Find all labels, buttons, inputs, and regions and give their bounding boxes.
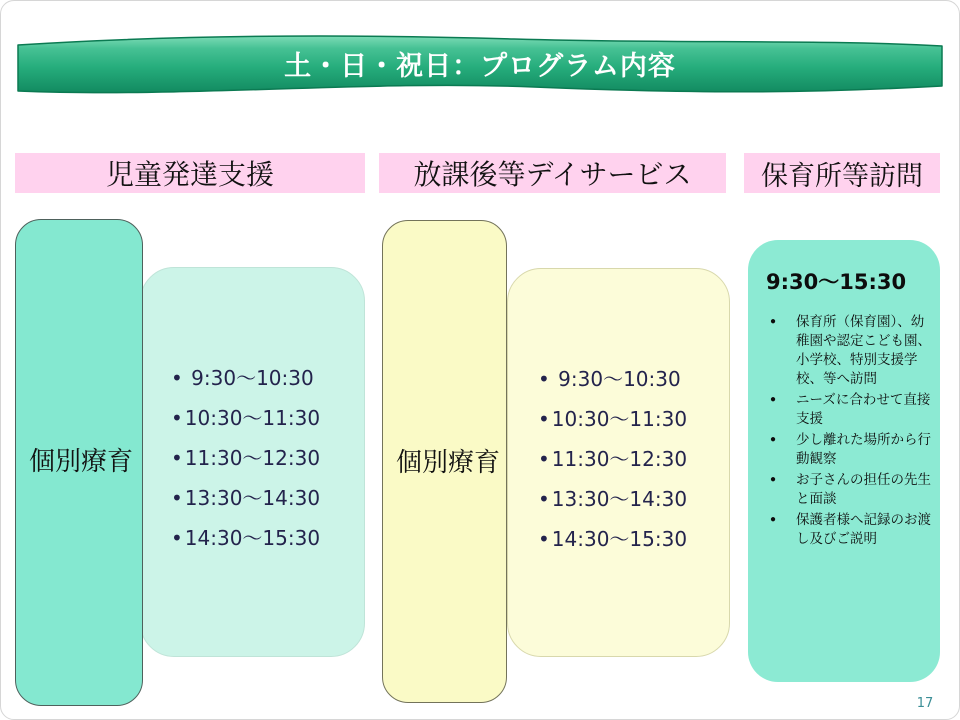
jidou-times-card <box>140 267 365 657</box>
page-number: 17 <box>916 696 934 711</box>
section-header-houkago: 放課後等デイサービス <box>379 153 726 193</box>
jidou-label-card <box>15 219 143 706</box>
time-slot: • 11:30～12:30 <box>171 438 358 478</box>
time-slot: • 9:30～10:30 <box>171 358 358 398</box>
visit-activity-item: ● 保護者様へ記録のお渡し及びご説明 <box>748 510 932 548</box>
visit-hours-heading: 9:30～15:30 <box>766 270 907 294</box>
jidou-times-list <box>171 358 358 558</box>
houkago-times-list <box>538 359 723 559</box>
visit-activity-item: ● ニーズに合わせて直接支援 <box>748 390 932 428</box>
time-slot: • 10:30～11:30 <box>538 399 723 439</box>
time-slot: • 14:30～15:30 <box>171 518 358 558</box>
section-header-hoikusho: 保育所等訪問 <box>744 153 940 193</box>
time-slot: • 11:30～12:30 <box>538 439 723 479</box>
houkago-label: 個別療育 <box>396 447 501 477</box>
time-slot: • 10:30～11:30 <box>171 398 358 438</box>
time-slot: • 14:30～15:30 <box>538 519 723 559</box>
time-slot: • 13:30～14:30 <box>171 478 358 518</box>
time-slot: • 13:30～14:30 <box>538 479 723 519</box>
visit-activity-list <box>748 312 932 550</box>
visit-activity-item: ● 保育所（保育園）、幼稚園や認定こども園、小学校、特別支援学校、等へ訪問 <box>748 312 932 388</box>
hoikusho-card <box>748 240 940 682</box>
section-header-jidou: 児童発達支援 <box>15 153 365 193</box>
title-ribbon <box>14 28 946 104</box>
slide-title: 土・日・祝日：プログラム内容 <box>284 50 676 81</box>
visit-activity-item: ● 少し離れた場所から行動観察 <box>748 430 932 468</box>
jidou-label: 個別療育 <box>29 446 134 476</box>
houkago-times-card <box>507 268 730 657</box>
time-slot: • 9:30～10:30 <box>538 359 723 399</box>
visit-activity-item: ● お子さんの担任の先生と面談 <box>748 470 932 508</box>
houkago-label-card <box>382 220 507 703</box>
